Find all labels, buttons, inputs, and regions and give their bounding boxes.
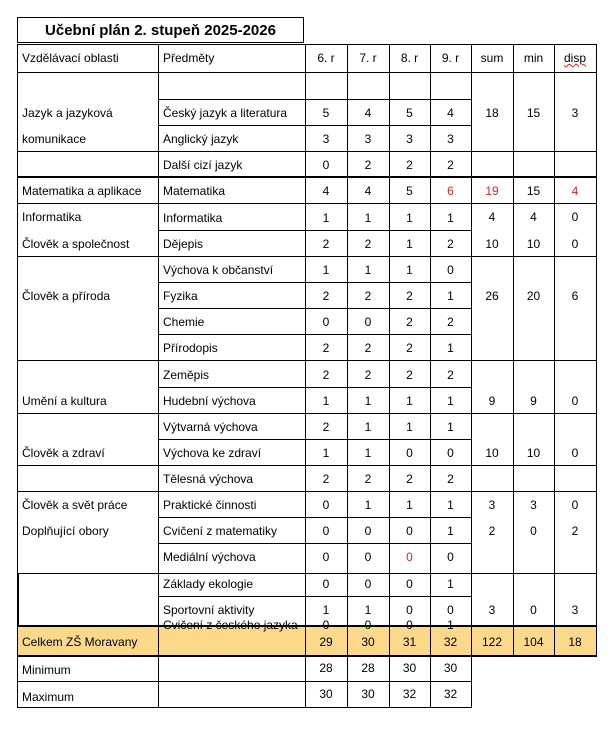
grade-cell: 0 xyxy=(322,158,330,172)
subject-name: Další cizí jazyk xyxy=(163,158,243,172)
area-label: Člověk a zdraví xyxy=(22,446,105,460)
grade-cell: 4 xyxy=(322,184,330,198)
area-disp: 0 xyxy=(571,446,579,460)
grid-line xyxy=(305,44,306,707)
grid-line xyxy=(471,44,472,707)
grade-cell: 1 xyxy=(364,394,372,408)
area-sum: 3 xyxy=(488,603,496,617)
grade-cell: 1 xyxy=(447,210,454,225)
grade-cell: 1 xyxy=(322,603,330,617)
area-label: Člověk a příroda xyxy=(22,289,111,303)
maximum-grade: 30 xyxy=(361,687,375,701)
grid-line xyxy=(17,176,597,177)
grid-line xyxy=(158,308,472,309)
grid-line xyxy=(430,44,431,707)
total-sum: 122 xyxy=(481,635,503,649)
area-min: 4 xyxy=(530,210,537,224)
grade-cell: 2 xyxy=(322,289,330,303)
grade-cell: 1 xyxy=(447,394,454,408)
grid-line xyxy=(17,655,597,657)
area-min: 20 xyxy=(526,289,541,303)
grid-line xyxy=(158,543,472,544)
subject-name: Zeměpis xyxy=(163,367,210,382)
grade-cell: 0 xyxy=(447,446,454,460)
grade-cell: 6 xyxy=(447,184,454,198)
subject-name: Mediální výchova xyxy=(163,550,256,564)
area-min: 10 xyxy=(526,446,541,460)
total-label: Celkem ZŠ Moravany xyxy=(22,635,138,649)
minimum-grade: 30 xyxy=(443,661,458,675)
grade-cell: 2 xyxy=(406,158,413,172)
grade-cell: 0 xyxy=(406,550,413,564)
grade-cell: 1 xyxy=(322,210,330,225)
grade-cell: 1 xyxy=(364,603,372,617)
area-sum: 9 xyxy=(488,394,496,408)
header-grade-9: 9. r xyxy=(441,51,460,65)
grade-cell: 0 xyxy=(406,446,413,460)
grade-cell: 1 xyxy=(364,446,372,460)
grade-cell: 1 xyxy=(406,263,413,277)
maximum-grade: 32 xyxy=(443,687,458,701)
subject-name: Výchova ke zdraví xyxy=(163,446,262,460)
subject-name: Fyzika xyxy=(163,289,198,303)
grid-line xyxy=(158,517,472,518)
grade-cell: 0 xyxy=(364,550,372,564)
grid-line xyxy=(17,681,472,682)
grid-line xyxy=(347,44,348,707)
grid-line xyxy=(596,44,597,656)
area-disp: 3 xyxy=(571,603,579,617)
grid-line xyxy=(17,491,597,492)
area-label: Člověk a společnost xyxy=(22,237,130,251)
grade-cell: 4 xyxy=(364,184,372,198)
grid-line xyxy=(158,387,472,388)
area-min: 10 xyxy=(526,237,541,251)
grade-cell: 1 xyxy=(406,237,413,251)
grade-cell: 2 xyxy=(364,367,372,382)
grade-cell: 1 xyxy=(406,210,413,225)
grade-cell: 3 xyxy=(447,132,454,146)
area-disp: 2 xyxy=(571,524,579,538)
grade-cell: 2 xyxy=(364,472,372,486)
grade-cell: 0 xyxy=(364,315,372,329)
grid-line xyxy=(17,626,597,627)
grade-cell: 2 xyxy=(364,341,372,355)
grid-line xyxy=(471,655,472,707)
grid-line xyxy=(158,44,159,707)
area-min: 0 xyxy=(530,524,537,538)
grade-cell: 1 xyxy=(447,341,454,355)
grade-cell: 2 xyxy=(447,472,454,486)
subject-name: Matematika xyxy=(163,184,226,198)
area-disp: 0 xyxy=(571,498,579,512)
maximum-grade: 30 xyxy=(319,687,333,701)
grade-cell: 1 xyxy=(447,289,454,303)
grade-cell: 0 xyxy=(364,524,372,538)
grid-line xyxy=(17,203,597,204)
subject-name: Výtvarná výchova xyxy=(163,420,258,434)
grade-cell: 0 xyxy=(406,603,413,617)
grid-line xyxy=(17,72,597,73)
grade-cell: 1 xyxy=(447,498,454,512)
grade-cell: 5 xyxy=(322,106,330,120)
grid-line xyxy=(158,334,472,335)
header-grade-6: 6. r xyxy=(317,51,335,65)
area-label: Jazyk a jazyková xyxy=(22,106,113,120)
area-min: 15 xyxy=(526,184,541,198)
area-disp: 3 xyxy=(571,106,579,120)
grid-line xyxy=(389,44,390,707)
grid-line xyxy=(158,282,472,283)
area-min: 9 xyxy=(530,394,537,408)
area-label: Matematika a aplikace xyxy=(22,184,142,198)
grade-cell: 2 xyxy=(406,289,413,303)
total-grade: 32 xyxy=(443,635,458,649)
header-min: min xyxy=(523,51,544,65)
maximum-grade: 32 xyxy=(402,687,417,701)
grade-cell: 5 xyxy=(406,184,413,198)
area-label: komunikace xyxy=(22,132,87,146)
grade-cell: 0 xyxy=(447,263,454,277)
grade-cell: 1 xyxy=(406,394,413,408)
area-label: Doplňující obory xyxy=(22,524,109,538)
grade-cell: 0 xyxy=(406,524,413,538)
grade-cell: 2 xyxy=(322,367,330,382)
area-sum: 2 xyxy=(488,524,496,538)
grade-cell: 3 xyxy=(406,132,413,146)
grid-line xyxy=(17,256,597,257)
grade-cell: 1 xyxy=(364,210,372,225)
grid-line xyxy=(17,573,19,626)
maximum-label: Maximum xyxy=(22,690,75,704)
area-label: Člověk a svět práce xyxy=(22,498,128,512)
area-sum: 26 xyxy=(485,289,499,303)
subject-name: Hudební výchova xyxy=(163,394,256,408)
area-disp: 0 xyxy=(571,394,579,408)
grade-cell: 0 xyxy=(406,576,413,591)
grade-cell: 1 xyxy=(322,446,330,460)
grade-cell: 2 xyxy=(322,420,330,434)
minimum-grade: 28 xyxy=(319,661,333,675)
area-sum: 10 xyxy=(485,446,499,460)
grade-cell: 2 xyxy=(364,289,372,303)
subject-name: Anglický jazyk xyxy=(163,132,239,146)
grade-cell: 2 xyxy=(406,472,413,486)
grade-cell: 0 xyxy=(322,550,330,564)
area-sum: 18 xyxy=(485,106,499,120)
grid-line xyxy=(158,99,472,100)
area-min: 3 xyxy=(530,498,537,512)
grade-cell: 3 xyxy=(364,132,372,146)
area-sum: 4 xyxy=(488,210,496,224)
header-area: Vzdělávací oblasti xyxy=(22,51,119,65)
grid-line xyxy=(17,44,597,45)
grade-cell: 0 xyxy=(364,576,372,591)
grade-cell: 1 xyxy=(322,394,330,408)
header-sum: sum xyxy=(480,51,504,65)
total-grade: 30 xyxy=(361,635,375,649)
grid-line xyxy=(17,177,597,178)
subject-name: Chemie xyxy=(163,315,205,329)
grade-cell: 3 xyxy=(322,132,330,146)
subject-name: Český jazyk a literatura xyxy=(163,106,288,120)
subject-name: Informatika xyxy=(163,210,223,225)
grade-cell: 2 xyxy=(364,237,372,251)
grid-line xyxy=(513,44,514,656)
grade-cell: 4 xyxy=(447,106,454,120)
grid-line xyxy=(17,151,597,152)
total-disp: 18 xyxy=(568,635,582,649)
grade-cell: 1 xyxy=(406,498,413,512)
grid-line xyxy=(17,413,597,414)
grade-cell: 2 xyxy=(447,367,454,382)
grid-line xyxy=(158,596,472,597)
grade-cell: 2 xyxy=(447,158,454,172)
header-disp: disp xyxy=(563,51,587,65)
grade-cell: 1 xyxy=(364,263,372,277)
grid-line xyxy=(158,125,472,126)
total-min: 104 xyxy=(523,635,544,649)
area-disp: 4 xyxy=(571,184,579,198)
grade-cell: 2 xyxy=(364,158,372,172)
grid-line xyxy=(17,465,597,466)
header-grade-7: 7. r xyxy=(359,51,377,65)
grade-cell: 0 xyxy=(447,550,454,564)
subject-name: Dějepis xyxy=(163,237,204,251)
area-disp: 0 xyxy=(571,210,579,224)
total-grade: 29 xyxy=(319,635,333,649)
area-disp: 6 xyxy=(571,289,579,303)
grade-cell: 5 xyxy=(406,106,413,120)
grade-cell: 2 xyxy=(406,341,413,355)
grid-line xyxy=(17,360,597,361)
area-min: 0 xyxy=(530,603,537,617)
subject-name: Základy ekologie xyxy=(163,576,254,591)
grade-cell: 2 xyxy=(322,472,330,486)
subject-name: Cvičení z matematiky xyxy=(163,524,278,538)
grade-cell: 2 xyxy=(406,315,413,329)
grade-cell: 0 xyxy=(322,315,330,329)
area-min: 15 xyxy=(526,106,541,120)
area-sum: 10 xyxy=(485,237,499,251)
grade-cell: 2 xyxy=(447,237,454,251)
subject-name: Tělesná výchova xyxy=(163,472,254,486)
minimum-grade: 28 xyxy=(361,661,375,675)
minimum-grade: 30 xyxy=(402,661,417,675)
grade-cell: 2 xyxy=(447,315,454,329)
grade-cell: 1 xyxy=(364,498,372,512)
grid-line xyxy=(17,573,597,574)
subject-name: Praktické činnosti xyxy=(163,498,257,512)
grade-cell: 2 xyxy=(406,367,413,382)
grade-cell: 2 xyxy=(322,237,330,251)
grade-cell: 2 xyxy=(322,341,330,355)
area-label: Informatika xyxy=(22,210,82,224)
area-sum: 19 xyxy=(485,184,499,198)
subject-name: Výchova k občanství xyxy=(163,263,274,277)
subject-name: Přírodopis xyxy=(163,341,218,355)
grade-cell: 0 xyxy=(322,576,330,591)
grid-line xyxy=(158,439,472,440)
total-grade: 31 xyxy=(402,635,417,649)
header-subject: Předměty xyxy=(163,51,215,65)
grade-cell: 1 xyxy=(364,420,372,434)
area-label: Umění a kultura xyxy=(22,394,107,408)
grade-cell: 0 xyxy=(322,498,330,512)
grade-cell: 0 xyxy=(322,524,330,538)
header-grade-8: 8. r xyxy=(400,51,419,65)
grade-cell: 1 xyxy=(406,420,413,434)
minimum-label: Minimum xyxy=(22,663,71,677)
grid-line xyxy=(17,707,472,708)
grade-cell: 1 xyxy=(447,576,454,591)
area-disp: 0 xyxy=(571,237,579,251)
subject-name: Sportovní aktivity xyxy=(163,603,255,617)
grade-cell: 4 xyxy=(364,106,372,120)
table-title: Učební plán 2. stupeň 2025-2026 xyxy=(17,17,304,43)
grade-cell: 1 xyxy=(447,420,454,434)
grade-cell: 0 xyxy=(447,603,454,617)
grid-line xyxy=(158,230,472,231)
area-sum: 3 xyxy=(488,498,496,512)
grade-cell: 1 xyxy=(322,263,330,277)
grid-line xyxy=(554,44,555,656)
grade-cell: 1 xyxy=(447,524,454,538)
